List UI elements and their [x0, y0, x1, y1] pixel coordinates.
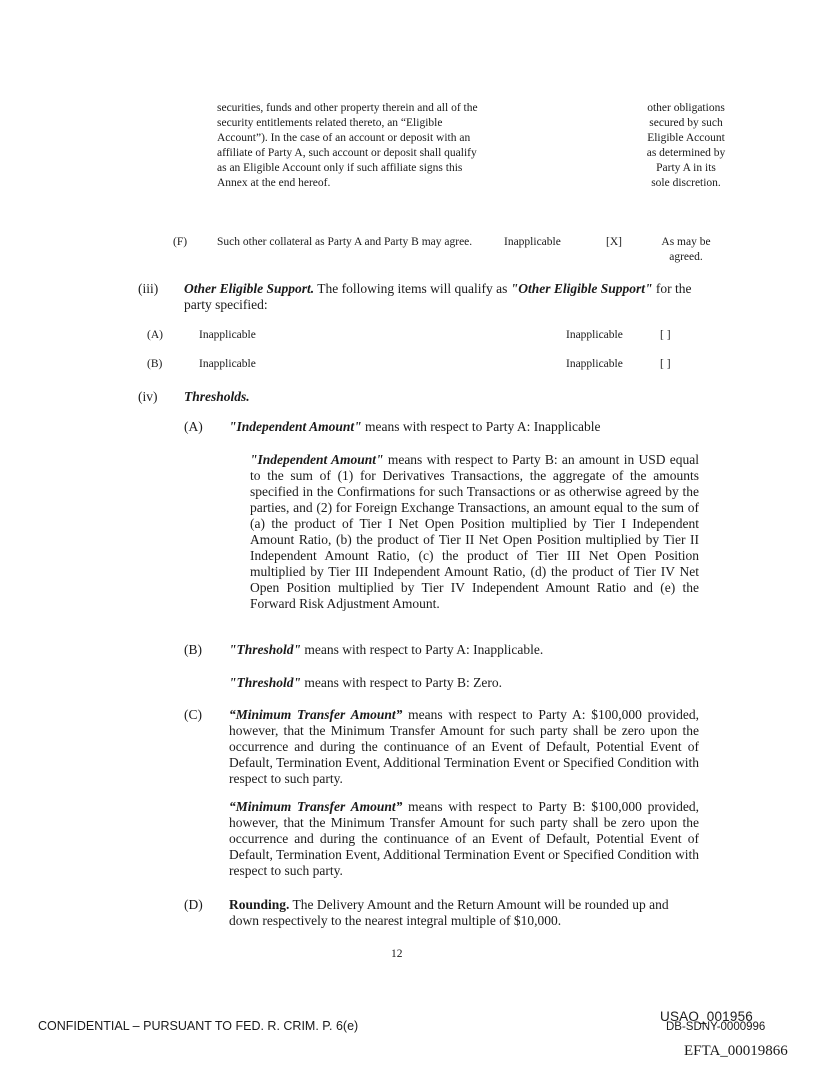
iv-a-paragraph [229, 419, 699, 435]
page-number: 12 [391, 948, 403, 960]
iv-c2-paragraph [229, 799, 699, 879]
section-iii-term: "Other Eligible Support" [510, 281, 653, 296]
iv-b2-text: means with respect to Party B: Zero. [301, 675, 502, 690]
iv-b-label: (B) [184, 642, 202, 657]
iv-d-text: The Delivery Amount and the Return Amount will be rounded up and down respectively to the nearest integral multiple of $10,000. [229, 897, 669, 928]
section-iii-text-2: for the party specified: [184, 281, 692, 312]
other-support-row-b-text: Inapplicable [199, 358, 256, 370]
bates-number-efta: EFTA_00019866 [684, 1043, 788, 1059]
bates-number-usao: USAO_001956 [660, 1009, 754, 1024]
eligible-account-text: securities, funds and other property therein and all of the security entitlements related thereto, an “Eligible Account”). In the case of an account or deposit with an affiliate of Party A, such account or deposit shall qualify as an Eligible Account only if such affiliate signs this Annex at the end hereof. [217, 102, 478, 189]
other-support-row-a-party-a: Inapplicable [566, 329, 623, 341]
iv-b2-term: "Threshold" [229, 675, 302, 690]
other-support-row-a-text: Inapplicable [199, 329, 256, 341]
eligible-account-haircut: other obligations secured by such Eligible Account as determined by Party A in its sole discretion. [646, 102, 726, 189]
other-support-row-a-party-b: [ ] [660, 329, 671, 341]
iv-b2-paragraph [229, 675, 699, 691]
bates-number-db: DB-SDNY-0000996 [666, 1021, 766, 1033]
iv-c2-term: “Minimum Transfer Amount” [229, 799, 403, 814]
iv-a2-term: "Independent Amount" [250, 452, 384, 467]
iv-b-paragraph [229, 642, 699, 658]
confidential-notice: CONFIDENTIAL – PURSUANT TO FED. R. CRIM. P. 6(e) [38, 1019, 359, 1033]
iv-a-term: "Independent Amount" [229, 419, 362, 434]
section-iii-text-1: The following items will qualify as [317, 281, 511, 296]
iv-c-text: means with respect to Party A: $100,000 provided, however, that the Minimum Transfer Amount for such party shall be zero upon the occurrence and during the continuance of an Event of Default, Potential Event of Default, Termination Event, Additional Termination Event or Specified Condition with respect to such party. [229, 707, 699, 786]
iv-a-text: means with respect to Party A: Inapplicable [361, 419, 601, 434]
iv-a-label: (A) [184, 419, 203, 434]
iv-d-term: Rounding. [229, 897, 290, 912]
iv-c2-text: means with respect to Party B: $100,000 provided, however, that the Minimum Transfer Amount for such party shall be zero upon the occurrence and during the continuance of an Event of Default, Potential Event of Default, Termination Event, Additional Termination Event or Specified Condition with respect to such party. [229, 799, 699, 878]
other-support-row-b-party-b: [ ] [660, 358, 671, 370]
other-support-row-b-party-a: Inapplicable [566, 358, 623, 370]
section-iii-paragraph [184, 281, 700, 313]
other-support-row-a-label: (A) [147, 329, 163, 341]
iv-b-text: means with respect to Party A: Inapplicable. [301, 642, 544, 657]
iv-d-label: (D) [184, 897, 203, 912]
row-f-party-b: [X] [606, 236, 622, 248]
row-f-party-a: Inapplicable [504, 236, 561, 248]
row-f-label: (F) [173, 236, 188, 248]
iv-c-term: “Minimum Transfer Amount” [229, 707, 403, 722]
section-iii-title: Other Eligible Support. [184, 281, 315, 296]
section-iii-number: (iii) [138, 281, 159, 296]
other-support-row-b-label: (B) [147, 358, 163, 370]
iv-a2-text: means with respect to Party B: an amount in USD equal to the sum of (1) for Derivatives Transactions, the aggregate of the amounts specified in the Confirmations for such Transactions or as otherwise agreed by the parties, and (2) for Foreign Exchange Transactions, an amount equal to the sum of (a) the product of Tier I Net Open Position multiplied by Tier I Independent Amount Ratio, (b) the product of Tier II Net Open Position multiplied by Tier II Independent Amount Ratio, (c) the product of Tier III Net Open Position multiplied by Tier III Independent Amount Ratio, (d) the product of Tier IV Net Open Position multiplied by Tier IV Independent Amount Ratio and (e) the Forward Risk Adjustment Amount. [250, 452, 699, 611]
iv-c-paragraph [229, 707, 699, 787]
iv-c-label: (C) [184, 707, 202, 722]
iv-d-paragraph [229, 897, 699, 929]
section-iv-number: (iv) [138, 389, 158, 404]
row-f-text: Such other collateral as Party A and Party B may agree. [217, 236, 473, 248]
row-f-haircut: As may be agreed. [661, 236, 711, 263]
iv-b-term: "Threshold" [229, 642, 302, 657]
iv-a2-paragraph [250, 452, 699, 612]
section-iv-title: Thresholds. [184, 389, 250, 404]
